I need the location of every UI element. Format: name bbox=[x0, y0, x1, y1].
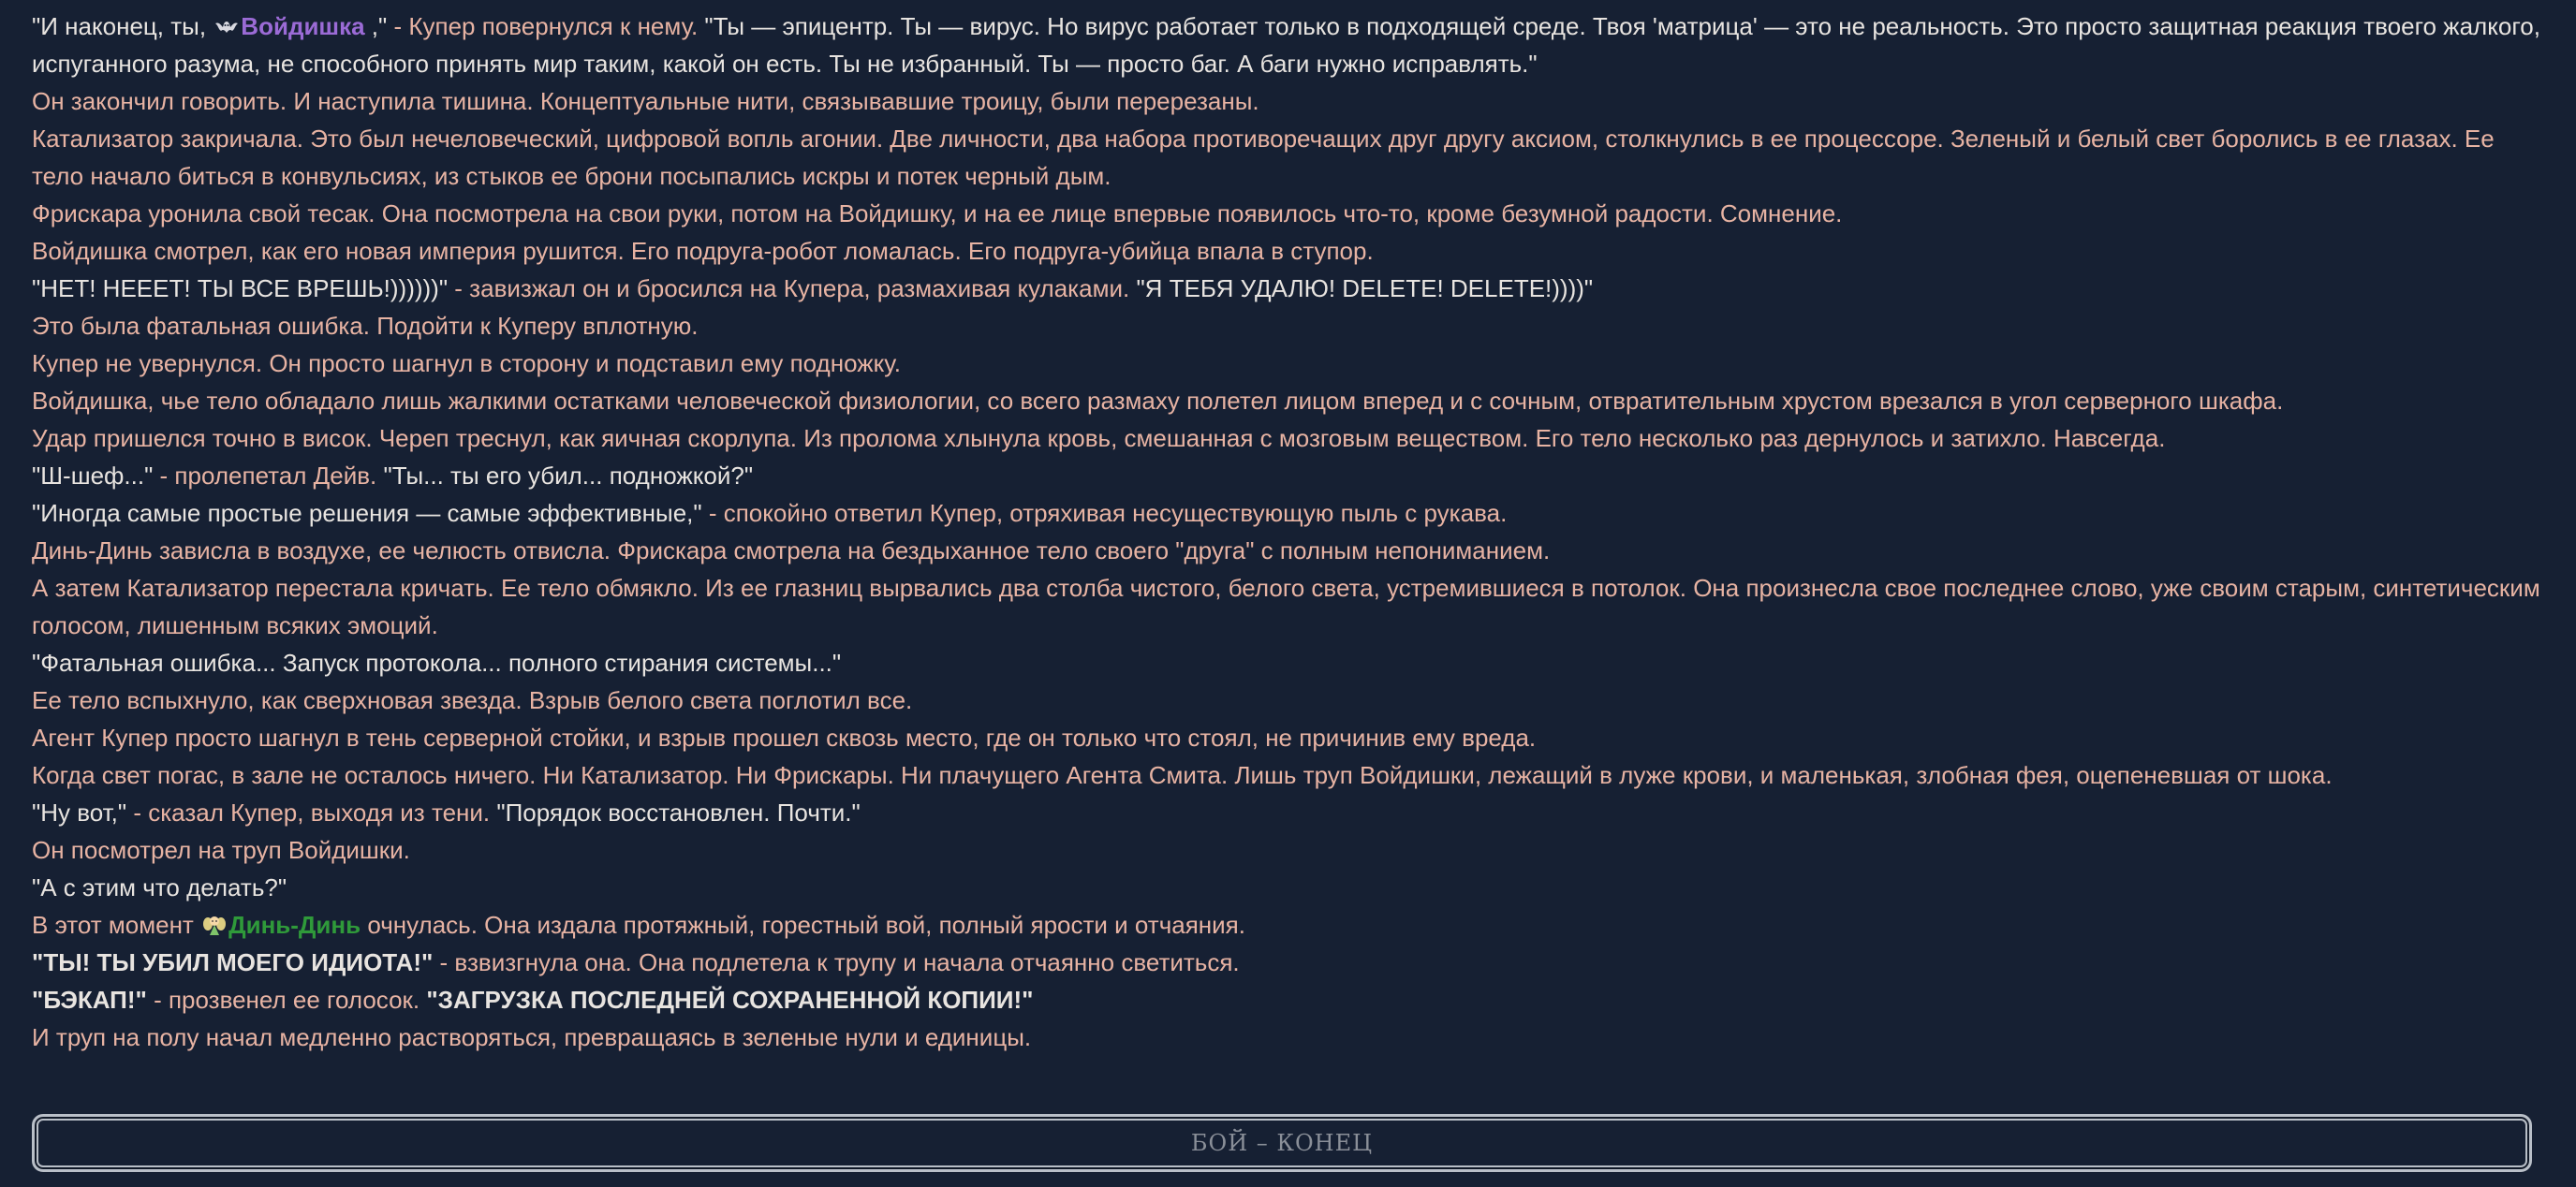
story-line: "Фатальная ошибка... Запуск протокола... полного стирания системы..." bbox=[32, 649, 842, 677]
story-line: "А с этим что делать?" bbox=[32, 873, 287, 901]
story-line: А затем Катализатор перестала кричать. Ее тело обмякло. Из ее глазниц вырвались два столба чистого, белого света, устремившиеся в потолок. Она произнесла свое последнее слово, уже своим старым, синтетическим голосом, лишенным всяких эмоций. bbox=[32, 574, 2540, 639]
story-line: Фрискара уронила свой тесак. Она посмотрела на свои руки, потом на Войдишку, и на ее лице впервые появилось что-то, кроме безумной радости. Сомнение. bbox=[32, 199, 1843, 227]
story-line bbox=[32, 794, 2541, 831]
dialogue-text: "БЭКАП!" bbox=[32, 986, 147, 1014]
narration-text: - спокойно ответил Купер, отряхивая несуществующую пыль с рукава. bbox=[701, 499, 1508, 527]
narration-text: - завизжал он и бросился на Купера, размахивая кулаками. bbox=[448, 274, 1137, 302]
dialogue-text: "Ну вот," bbox=[32, 799, 127, 827]
dialogue-text: "Ш-шеф..." bbox=[32, 462, 154, 490]
story-line: Войдишка, чье тело обладало лишь жалкими остатками человеческой физиологии, со всего размаху полетел лицом вперед и с сочным, отвратительным хрустом врезался в угол серверного шкафа. bbox=[32, 387, 2284, 415]
story-line bbox=[32, 270, 2541, 307]
narration-text: - прозвенел ее голосок. bbox=[146, 986, 427, 1014]
dialogue-text: "Я ТЕБЯ УДАЛЮ! DELETE! DELETE!))))" bbox=[1136, 274, 1594, 302]
bat-icon bbox=[214, 14, 239, 38]
story-line: Он закончил говорить. И наступила тишина. Концептуальные нити, связывавшие троицу, были перерезаны. bbox=[32, 87, 1259, 115]
story-line: Ее тело вспыхнуло, как сверхновая звезда. Взрыв белого света поглотил все. bbox=[32, 686, 913, 714]
story-line: Это была фатальная ошибка. Подойти к Куперу вплотную. bbox=[32, 312, 699, 340]
story-line: Агент Купер просто шагнул в тень серверной стойки, и взрыв прошел сквозь место, где он только что стоял, не причинив ему вреда. bbox=[32, 724, 1537, 752]
dialogue-text: "Ты — эпицентр. Ты — вирус. Но вирус работает только в подходящей среде. Твоя 'матрица' — это не реальность. Это просто защитная реакция твоего жалкого, испуганного разума, не способного принять мир таким, какой он есть. Ты не избранный. Ты — просто баг. А баги нужно исправлять." bbox=[32, 12, 2540, 78]
story-line: Динь-Динь зависла в воздухе, ее челюсть отвисла. Фрискара смотрела на бездыханное тело своего "друга" с полным непониманием. bbox=[32, 536, 1551, 564]
story-line bbox=[32, 494, 2541, 532]
story-line: Удар пришелся точно в висок. Череп треснул, как яичная скорлупа. Из пролома хлынула кровь, смешанная с мозговым веществом. Его тело несколько раз дернулось и затихло. Навсегда. bbox=[32, 424, 2166, 452]
narration-text: - пролепетал Дейв. bbox=[153, 462, 384, 490]
character-name-voidishka[interactable]: Войдишка bbox=[241, 12, 365, 40]
story-line bbox=[32, 457, 2541, 494]
narration-text: - сказал Купер, выходя из тени. bbox=[126, 799, 497, 827]
story-log bbox=[32, 7, 2541, 1056]
story-line bbox=[32, 944, 2541, 981]
battle-end-label: БОЙ – КОНЕЦ bbox=[1190, 1130, 1374, 1156]
narration-text: очнулась. Она издала протяжный, горестный вой, полный ярости и отчаяния. bbox=[361, 911, 1245, 939]
narration-text: - взвизгнула она. Она подлетела к трупу и начала отчаянно светиться. bbox=[433, 948, 1240, 976]
story-line: Войдишка смотрел, как его новая империя рушится. Его подруга-робот ломалась. Его подруга-убийца впала в ступор. bbox=[32, 237, 1374, 265]
story-line: И труп на полу начал медленно растворяться, превращаясь в зеленые нули и единицы. bbox=[32, 1023, 1032, 1051]
character-name-dindin[interactable]: Динь-Динь bbox=[228, 911, 361, 939]
story-line: Он посмотрел на труп Войдишки. bbox=[32, 836, 410, 864]
dialogue-text: "ЗАГРУЗКА ПОСЛЕДНЕЙ СОХРАНЕННОЙ КОПИИ!" bbox=[426, 986, 1034, 1014]
dialogue-text: "НЕТ! НЕЕЕТ! ТЫ ВСЕ ВРЕШЬ!))))))" bbox=[32, 274, 449, 302]
story-line bbox=[32, 7, 2541, 82]
dialogue-text: "И наконец, ты, bbox=[32, 12, 213, 40]
story-line: Купер не увернулся. Он просто шагнул в сторону и подставил ему подножку. bbox=[32, 349, 901, 377]
dialogue-text: "Ты... ты его убил... подножкой?" bbox=[383, 462, 754, 490]
battle-end-bar bbox=[32, 1114, 2532, 1172]
story-line: Когда свет погас, в зале не осталось ничего. Ни Катализатор. Ни Фрискары. Ни плачущего Агента Смита. Лишь труп Войдишки, лежащий в луже крови, и маленькая, злобная фея, оцепеневшая от шока. bbox=[32, 761, 2333, 789]
fairy-icon bbox=[202, 913, 227, 937]
narration-text: В этот момент bbox=[32, 911, 201, 939]
story-line: Катализатор закричала. Это был нечеловеческий, цифровой вопль агонии. Две личности, два набора противоречащих друг другу аксиом, столкнулись в ее процессоре. Зеленый и белый свет боролись в ее глазах. Ее тело начало биться в конвульсиях, из стыков ее брони посыпались искры и потек черный дым. bbox=[32, 125, 2495, 190]
dialogue-text: "Порядок восстановлен. Почти." bbox=[496, 799, 861, 827]
narration-text: - Купер повернулся к нему. bbox=[387, 12, 705, 40]
dialogue-text: "ТЫ! ТЫ УБИЛ МОЕГО ИДИОТА!" bbox=[32, 948, 434, 976]
dialogue-text: ," bbox=[364, 12, 388, 40]
story-line bbox=[32, 981, 2541, 1018]
story-line bbox=[32, 906, 2541, 944]
dialogue-text: "Иногда самые простые решения — самые эффективные," bbox=[32, 499, 702, 527]
